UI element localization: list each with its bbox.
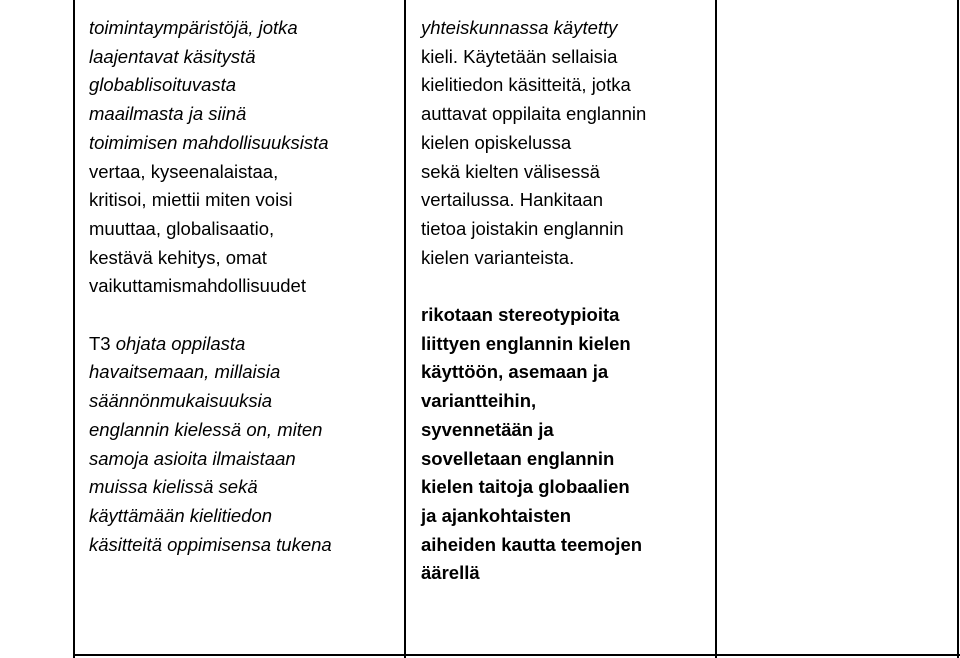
text-line: havaitsemaan, millaisia — [89, 361, 281, 383]
text-line: käsitteitä oppimisensa tukena — [89, 533, 332, 555]
text-line: samoja asioita ilmaistaan — [89, 447, 296, 469]
text-line: kestävä kehitys, omat — [89, 246, 267, 268]
table-border-right — [957, 0, 959, 658]
text-line: kielitiedon käsitteitä, jotka — [421, 74, 631, 96]
cell-text-block — [421, 43, 646, 273]
text-line: sekä kielten välisessä — [421, 160, 600, 182]
text-line: liittyen englannin kielen — [421, 332, 631, 354]
text-line: kielen opiskelussa — [421, 131, 572, 153]
objective-t3 — [89, 330, 332, 359]
cell-text-block — [89, 358, 332, 559]
cell-text-block — [421, 301, 646, 588]
text-line: vertailussa. Hankitaan — [421, 189, 604, 211]
paragraph-gap — [421, 272, 646, 301]
text-line: globablisoituvasta — [89, 74, 237, 96]
text-line: kieli. Käytetään sellaisia — [421, 45, 618, 67]
objective-code: T3 — [89, 332, 111, 354]
text-line: muuttaa, globalisaatio, — [89, 217, 275, 239]
text-line: toimintaympäristöjä, jotka — [89, 17, 298, 38]
text-line: laajentavat käsitystä — [89, 45, 256, 67]
table-cell-contents — [421, 14, 646, 588]
text-line: käyttämään kielitiedon — [89, 504, 273, 526]
text-line: kielen varianteista. — [421, 246, 575, 268]
cell-text-block — [421, 14, 646, 43]
paragraph-gap — [89, 301, 332, 330]
text-line: tietoa joistakin englannin — [421, 217, 624, 239]
text-line: maailmasta ja siinä — [89, 103, 247, 125]
text-line — [89, 330, 332, 359]
cell-text-block — [89, 158, 332, 302]
text-line: käyttöön, asemaan ja — [421, 361, 609, 383]
text-line: äärellä — [421, 562, 480, 584]
text-line: rikotaan stereotypioita — [421, 304, 620, 326]
text-line: ja ajankohtaisten — [421, 504, 572, 526]
text-line: aiheiden kautta teemojen — [421, 533, 643, 555]
cell-text-block — [89, 14, 332, 158]
text-line: kielen taitoja globaalien — [421, 476, 630, 498]
table-cell-empty — [717, 0, 957, 654]
text-line: yhteiskunnassa käytetty — [421, 17, 618, 38]
text-line: kritisoi, miettii miten voisi — [89, 189, 293, 211]
text-line: säännönmukaisuuksia — [89, 390, 273, 412]
text-line: auttavat oppilaita englannin — [421, 103, 647, 125]
text-line: vertaa, kyseenalaistaa, — [89, 160, 279, 182]
text-line: syvennetään ja — [421, 418, 554, 440]
table-border-col1-col2 — [404, 0, 406, 658]
objective-text: ohjata oppilasta — [110, 332, 246, 354]
table-cell-objectives — [89, 14, 332, 559]
text-line: englannin kielessä on, miten — [89, 418, 323, 440]
table-border-bottom — [73, 654, 960, 656]
text-line: muissa kielissä sekä — [89, 476, 258, 498]
text-line: variantteihin, — [421, 390, 537, 412]
table-border-left — [73, 0, 75, 658]
text-line: vaikuttamismahdollisuudet — [89, 275, 306, 297]
text-line: toimimisen mahdollisuuksista — [89, 131, 329, 153]
text-line: sovelletaan englannin — [421, 447, 615, 469]
